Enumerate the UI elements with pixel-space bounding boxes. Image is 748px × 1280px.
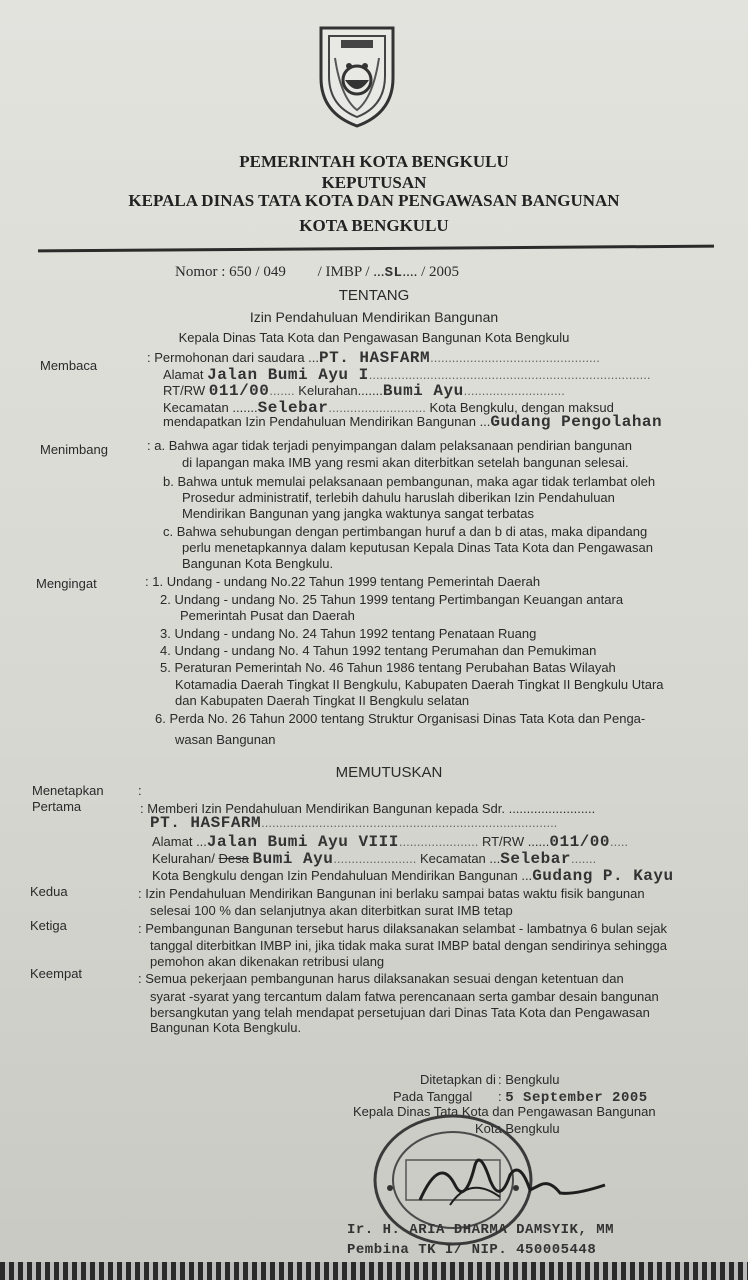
pertama-label: Pertama (32, 799, 82, 814)
keempat-label: Keempat (30, 966, 83, 981)
mengingat-6: 6. Perda No. 26 Tahun 2000 tentang Struktur Organisasi Dinas Tata Kota dan Penga- (155, 711, 646, 726)
kedua-label: Kedua (30, 884, 68, 899)
header-office: KEPALA DINAS TATA KOTA DAN PENGAWASAN BANGUNAN (128, 191, 620, 210)
keempat-line1: : Semua pekerjaan pembangunan harus dilaksanakan sesuai dengan ketentuan dan (138, 971, 624, 986)
ketiga-line2: tanggal diterbitkan IMBP ini, jika tidak maka surat IMBP batal dengan sendirinya sehingga (150, 938, 667, 953)
position-line2: Kota Bengkulu (475, 1121, 560, 1136)
bottom-border (0, 1262, 748, 1280)
ditetapkan-label: Ditetapkan di (420, 1072, 496, 1087)
header-government: PEMERINTAH KOTA BENGKULU (239, 152, 509, 171)
pertama-line1: : Memberi Izin Pendahuluan Mendirikan Bangunan kepada Sdr. ........................ (140, 801, 596, 816)
mengingat-label: Mengingat (36, 576, 97, 591)
memutuskan-heading: MEMUTUSKAN (335, 764, 443, 781)
menimbang-c3: Bangunan Kota Bengkulu. (182, 556, 334, 571)
header-city: KOTA BENGKULU (299, 216, 449, 235)
mengingat-3: 3. Undang - undang No. 24 Tahun 1992 tentang Penataan Ruang (160, 626, 537, 641)
menimbang-b1: b. Bahwa untuk memulai pelaksanaan pembangunan, maka agar tidak terlambat oleh (163, 474, 656, 489)
issuer-line: Kepala Dinas Tata Kota dan Pengawasan Bangunan Kota Bengkulu (178, 330, 570, 345)
menimbang-a2: di lapangan maka IMB yang resmi akan diterbitkan setelah bangunan selesai. (182, 455, 629, 470)
mengingat-1: : 1. Undang - undang No.22 Tahun 1999 tentang Pemerintah Daerah (145, 574, 541, 589)
signer-rank: Pembina TK I/ NIP. 450005448 (347, 1242, 597, 1258)
signature-mark (410, 1145, 610, 1215)
membaca-purpose: mendapatkan Izin Pendahuluan Mendirikan Bangunan ...Gudang Pengolahan (163, 413, 663, 431)
pertama-address: Alamat ...Jalan Bumi Ayu VIII...................... RT/RW ......011/00..... (152, 833, 629, 851)
keempat-line3: bersangkutan yang telah mendapat persetujuan dari Dinas Tata Kota dan Pengawasan (150, 1005, 650, 1020)
mengingat-4: 4. Undang - undang No. 4 Tahun 1992 tentang Perumahan dan Pemukiman (160, 643, 597, 658)
kedua-line2: selesai 100 % dan selanjutnya akan diterbitkan surat IMB tetap (150, 903, 513, 918)
ketiga-label: Ketiga (30, 918, 67, 933)
mengingat-2b: Pemerintah Pusat dan Daerah (180, 608, 355, 623)
mengingat-2: 2. Undang - undang No. 25 Tahun 1999 tentang Pertimbangan Keuangan antara (160, 592, 624, 607)
menimbang-b3: Mendirikan Bangunan yang jangka waktunya sangat terbatas (182, 506, 534, 521)
menimbang-c1: c. Bahwa sehubungan dengan pertimbangan huruf a dan b di atas, maka dipandang (163, 524, 648, 539)
mengingat-5: 5. Peraturan Pemerintah No. 46 Tahun 1986 tentang Perubahan Batas Wilayah (160, 660, 616, 675)
tentang-heading: TENTANG (338, 287, 410, 304)
ketiga-line3: pemohon akan dikenakan retribusi ulang (150, 954, 385, 969)
keempat-line4: Bangunan Kota Bengkulu. (150, 1020, 302, 1035)
header-decree: KEPUTUSAN (321, 173, 427, 192)
position-line1: Kepala Dinas Tata Kota dan Pengawasan Bangunan (353, 1104, 656, 1119)
mengingat-5c: dan Kabupaten Daerah Tingkat II Bengkulu selatan (175, 693, 470, 708)
membaca-rtrw: RT/RW 011/00....... Kelurahan.......Bumi Ayu............................ (163, 382, 565, 400)
keempat-line2: syarat -syarat yang tercantum dalam fatwa perencanaan serta gambar desain bangunan (150, 989, 659, 1004)
tanggal-label: Pada Tanggal (393, 1089, 473, 1104)
bengkulu-crest-icon (315, 18, 399, 130)
menimbang-c2: perlu menetapkannya dalam keputusan Kepala Dinas Tata Kota dan Pengawasan (182, 540, 653, 555)
header-rule (38, 245, 714, 253)
signer-name: Ir. H. ARIA DHARMA DAMSYIK, MM (347, 1222, 615, 1238)
mengingat-6b: wasan Bangunan (175, 732, 276, 747)
subject-title: Izin Pendahuluan Mendirikan Bangunan (249, 309, 499, 325)
pertama-building: Kota Bengkulu dengan Izin Pendahuluan Mendirikan Bangunan ...Gudang P. Kayu (152, 867, 674, 885)
membaca-address: Alamat Jalan Bumi Ayu I.............................................................................. (163, 366, 651, 384)
membaca-applicant: : Permohonan dari saudara ...PT. HASFARM............................................... (147, 349, 600, 367)
mengingat-5b: Kotamadia Daerah Tingkat II Bengkulu, Kabupaten Daerah Tingkat II Bengkulu Utara (175, 677, 664, 692)
ditetapkan-value: : Bengkulu (498, 1072, 560, 1087)
pertama-village: Kelurahan/ Desa Bumi Ayu....................... Kecamatan ...Selebar....... (152, 850, 597, 868)
menetapkan-colon: : (138, 783, 142, 798)
tanggal-value: : 5 September 2005 (498, 1089, 648, 1106)
menimbang-a1: : a. Bahwa agar tidak terjadi penyimpangan dalam pelaksanaan pendirian bangunan (147, 438, 632, 453)
menimbang-label: Menimbang (40, 442, 108, 457)
membaca-district: Kecamatan .......Selebar........................... Kota Bengkulu, dengan maksud (163, 399, 614, 417)
pertama-name: PT. HASFARM.................................................................................. (150, 814, 558, 832)
menetapkan-label: Menetapkan (32, 783, 104, 798)
membaca-label: Membaca (40, 358, 98, 373)
document-number: Nomor : 650 / 049 / IMBP / ...SL.... / 2005 (175, 264, 460, 281)
ketiga-line1: : Pembangunan Bangunan tersebut harus dilaksanakan selambat - lambatnya 6 bulan sejak (138, 921, 668, 936)
menimbang-b2: Prosedur administratif, terlebih dahulu haruslah diberikan Izin Pendahuluan (182, 490, 615, 505)
kedua-line1: : Izin Pendahuluan Mendirikan Bangunan ini berlaku sampai batas waktu fisik bangunan (138, 886, 645, 901)
